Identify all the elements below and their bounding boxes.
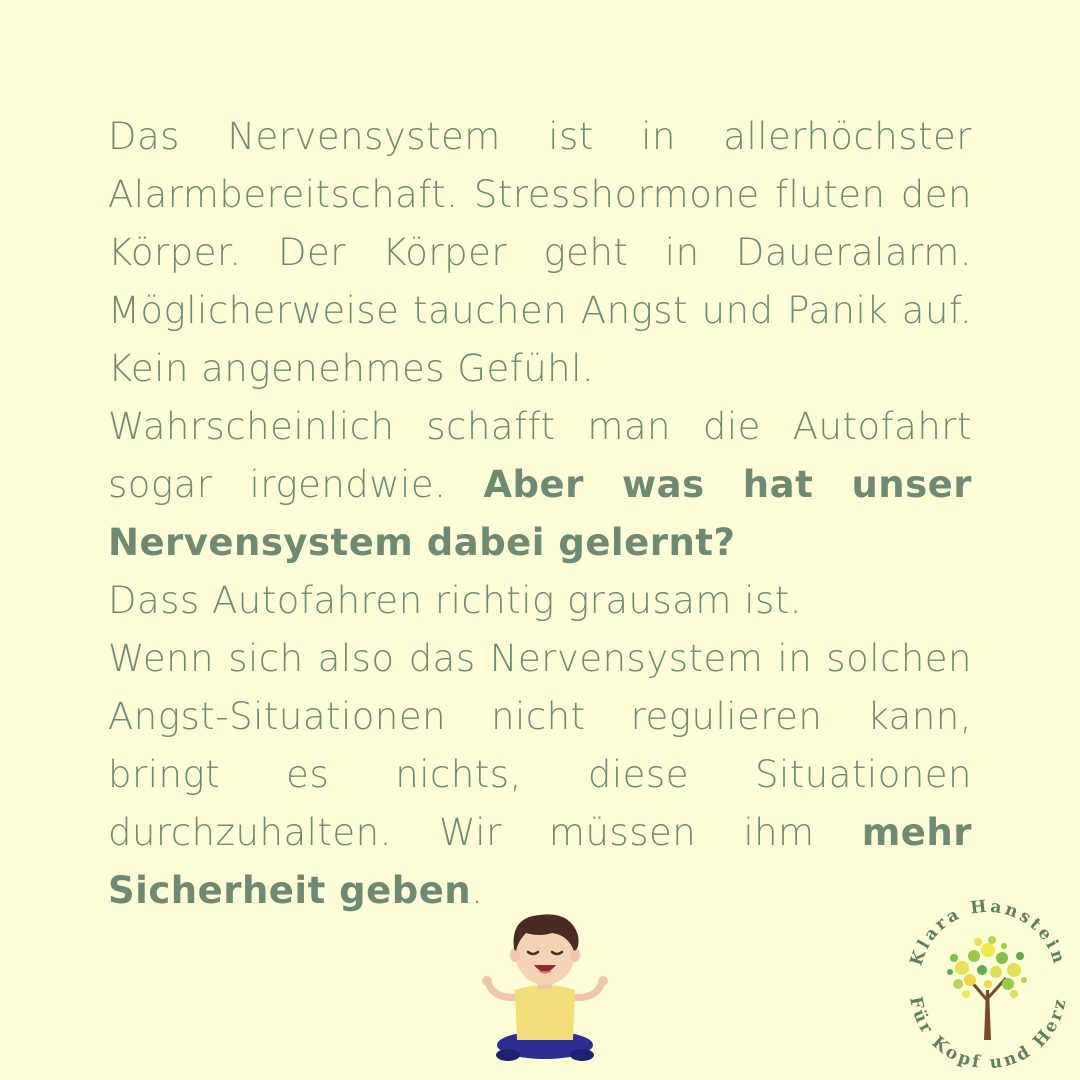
logo-bottom-text: Für Kopf und Herz — [905, 994, 1071, 1074]
paragraph-4 — [108, 630, 972, 920]
paragraph-2 — [108, 398, 972, 572]
paragraph-3: Dass Autofahren richtig grausam ist. — [108, 579, 803, 622]
body-text — [108, 108, 972, 920]
tree-logo-icon — [892, 880, 1080, 1080]
paragraph-1: Das Nervensystem ist in allerhöchster Alarmbereitschaft. Stresshormone fluten den Körper. Der Körper geht in Daueralarm. Möglicherweise tauchen Angst und Panik auf. Kein angenehmes Gefühl. — [108, 115, 972, 390]
paragraph-4-regular: Wenn sich also das Nervensystem in solchen Angst-Situationen nicht regulieren kann, bringt es nichts, diese Situationen durchzuhalten. Wir müssen ihm — [108, 637, 972, 854]
meditating-boy-icon — [470, 905, 620, 1070]
logo-top-text: Klara Hanstein — [906, 896, 1070, 969]
paragraph-2-regular: Wahrscheinlich schafft man die Autofahrt sogar irgendwie. — [108, 405, 972, 506]
paragraph-4-bold: mehr Sicherheit geben — [108, 811, 972, 912]
paragraph-2-bold: Aber was hat unser Nervensystem dabei gelernt? — [108, 463, 972, 564]
paragraph-4-end: . — [471, 869, 484, 912]
